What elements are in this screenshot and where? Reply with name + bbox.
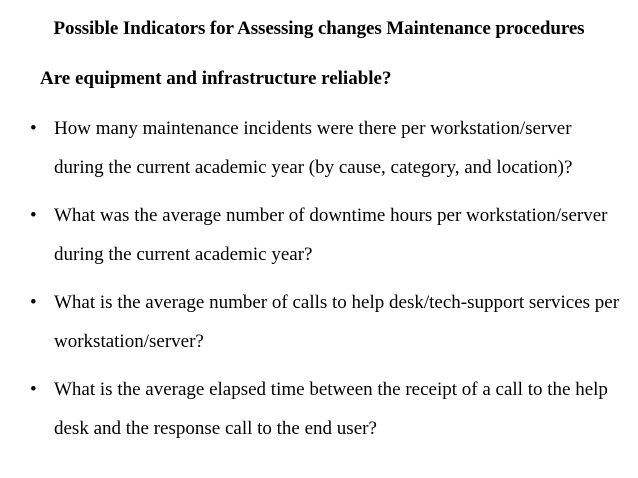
bullet-item xyxy=(30,371,620,448)
bullet-icon: • xyxy=(30,379,37,400)
bullet-icon: • xyxy=(30,118,37,139)
bullet-list xyxy=(30,110,620,458)
bullet-item xyxy=(30,284,620,361)
bullet-icon: • xyxy=(30,205,37,226)
slide-subtitle: Are equipment and infrastructure reliable? xyxy=(40,68,392,89)
bullet-item xyxy=(30,197,620,274)
bullet-icon: • xyxy=(30,292,37,313)
slide-title: Possible Indicators for Assessing changes Maintenance procedures xyxy=(53,18,585,39)
bullet-text: What is the average number of calls to help desk/tech-support services per workstation/server? xyxy=(54,292,620,352)
bullet-text: How many maintenance incidents were there per workstation/server during the current academic year (by cause, category, and location)? xyxy=(54,118,573,178)
bullet-text: What was the average number of downtime hours per workstation/server during the current academic year? xyxy=(54,205,608,265)
bullet-item xyxy=(30,110,620,187)
bullet-text: What is the average elapsed time between the receipt of a call to the help desk and the response call to the end user? xyxy=(54,379,608,439)
